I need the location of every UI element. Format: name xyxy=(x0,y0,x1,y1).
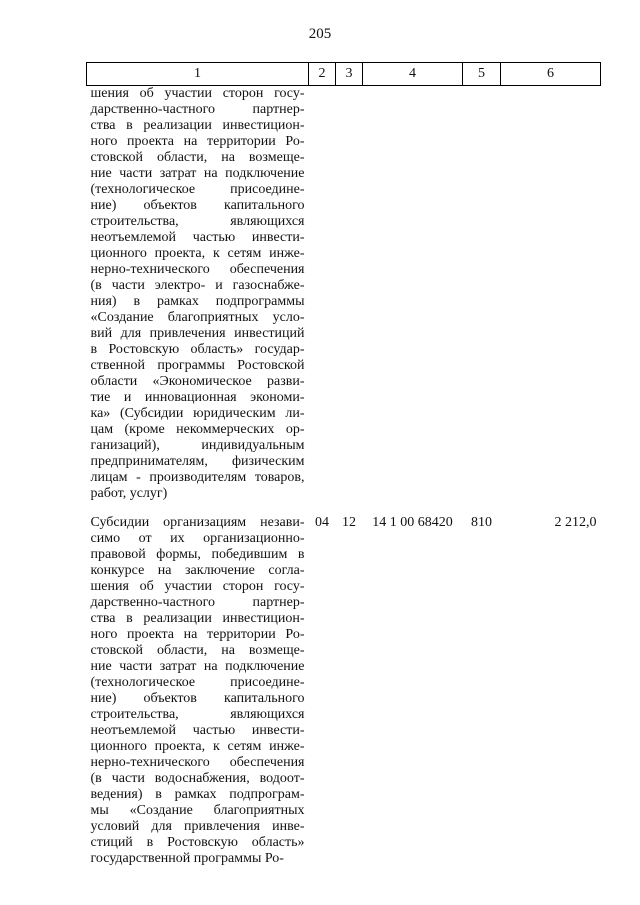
text-line: шения об участии сторон госу- xyxy=(90,579,305,594)
text-line: тие и инновационная экономи- xyxy=(90,390,305,405)
text-line: неотъемлемой частью инвести- xyxy=(90,723,305,738)
continuation-description xyxy=(87,86,309,503)
text-line: нерно-технического обеспечения xyxy=(90,262,305,277)
text-line: (в части электро- и газоснабже- xyxy=(90,278,305,293)
text-line: условий для привлечения инве- xyxy=(90,819,305,834)
text-line: Субсидии организациям незави- xyxy=(90,515,305,530)
text-line: дарственно-частного партнер- xyxy=(90,595,305,610)
text-line: строительства, являющихся xyxy=(90,214,305,229)
header-col-6: 6 xyxy=(501,63,601,86)
text-line: неотъемлемой частью инвести- xyxy=(90,230,305,245)
text-line: ние части затрат на подключение xyxy=(90,659,305,674)
row-expense-type-code: 810 xyxy=(471,515,492,530)
header-col-1: 1 xyxy=(87,63,309,86)
table-header-row xyxy=(87,63,601,86)
text-line: ственной программы Ростовской xyxy=(90,358,305,373)
text-line: симо от их организационно- xyxy=(90,531,305,546)
text-line: строительства, являющихся xyxy=(90,707,305,722)
text-line: ведения) в рамках подпрограм- xyxy=(90,787,305,802)
text-line: (в части водоснабжения, водоот- xyxy=(90,771,305,786)
text-line: ния) в рамках подпрограммы xyxy=(90,294,305,309)
row-section-code: 04 xyxy=(315,515,329,530)
text-line: в Ростовскую область» государ- xyxy=(90,342,305,357)
text-line: ства в реализации инвестицион- xyxy=(90,118,305,133)
continuation-row xyxy=(87,86,601,503)
text-line: ционного проекта, к сетям инже- xyxy=(90,246,305,261)
text-line: ганизаций), индивидуальным xyxy=(90,438,305,453)
text-line: конкурсе на заключение согла- xyxy=(90,563,305,578)
text-line: цам (кроме некоммерческих ор- xyxy=(90,422,305,437)
text-line: лицам - производителям товаров, xyxy=(90,470,305,485)
text-line: правовой формы, победившим в xyxy=(90,547,305,562)
text-line: ние) объектов капитального xyxy=(90,198,305,213)
row-subsection-code: 12 xyxy=(342,515,356,530)
row-amount: 2 212,0 xyxy=(554,515,597,530)
header-col-2: 2 xyxy=(309,63,336,86)
row-target-code: 14 1 00 68420 xyxy=(372,515,453,530)
table-row xyxy=(87,515,601,867)
text-line: ние части затрат на подключение xyxy=(90,166,305,181)
text-line: дарственно-частного партнер- xyxy=(90,102,305,117)
text-line: вий для привлечения инвестиций xyxy=(90,326,305,341)
text-line: ного проекта на территории Ро- xyxy=(90,134,305,149)
text-line: ства в реализации инвестицион- xyxy=(90,611,305,626)
header-col-5: 5 xyxy=(463,63,501,86)
text-line: ние) объектов капитального xyxy=(90,691,305,706)
text-line: мы «Создание благоприятных xyxy=(90,803,305,818)
text-line: (технологическое присоедине- xyxy=(90,182,305,197)
text-line: шения об участии сторон госу- xyxy=(90,86,305,101)
text-line: стиций в Ростовскую область» xyxy=(90,835,305,850)
text-line: ного проекта на территории Ро- xyxy=(90,627,305,642)
budget-table xyxy=(86,62,601,867)
text-line: предпринимателям, физическим xyxy=(90,454,305,469)
text-line: (технологическое присоедине- xyxy=(90,675,305,690)
header-col-4: 4 xyxy=(363,63,463,86)
text-line: ционного проекта, к сетям инже- xyxy=(90,739,305,754)
text-line: ка» (Субсидии юридическим ли- xyxy=(90,406,305,421)
text-line: «Создание благоприятных усло- xyxy=(90,310,305,325)
row-description xyxy=(87,515,309,867)
text-line: работ, услуг) xyxy=(90,486,168,501)
text-line: нерно-технического обеспечения xyxy=(90,755,305,770)
header-col-3: 3 xyxy=(336,63,363,86)
page-number: 205 xyxy=(308,26,332,42)
text-line: области «Экономическое разви- xyxy=(90,374,305,389)
text-line: стовской области, на возмеще- xyxy=(90,643,305,658)
text-line: стовской области, на возмеще- xyxy=(90,150,305,165)
text-line: государственной программы Ро- xyxy=(90,851,284,866)
